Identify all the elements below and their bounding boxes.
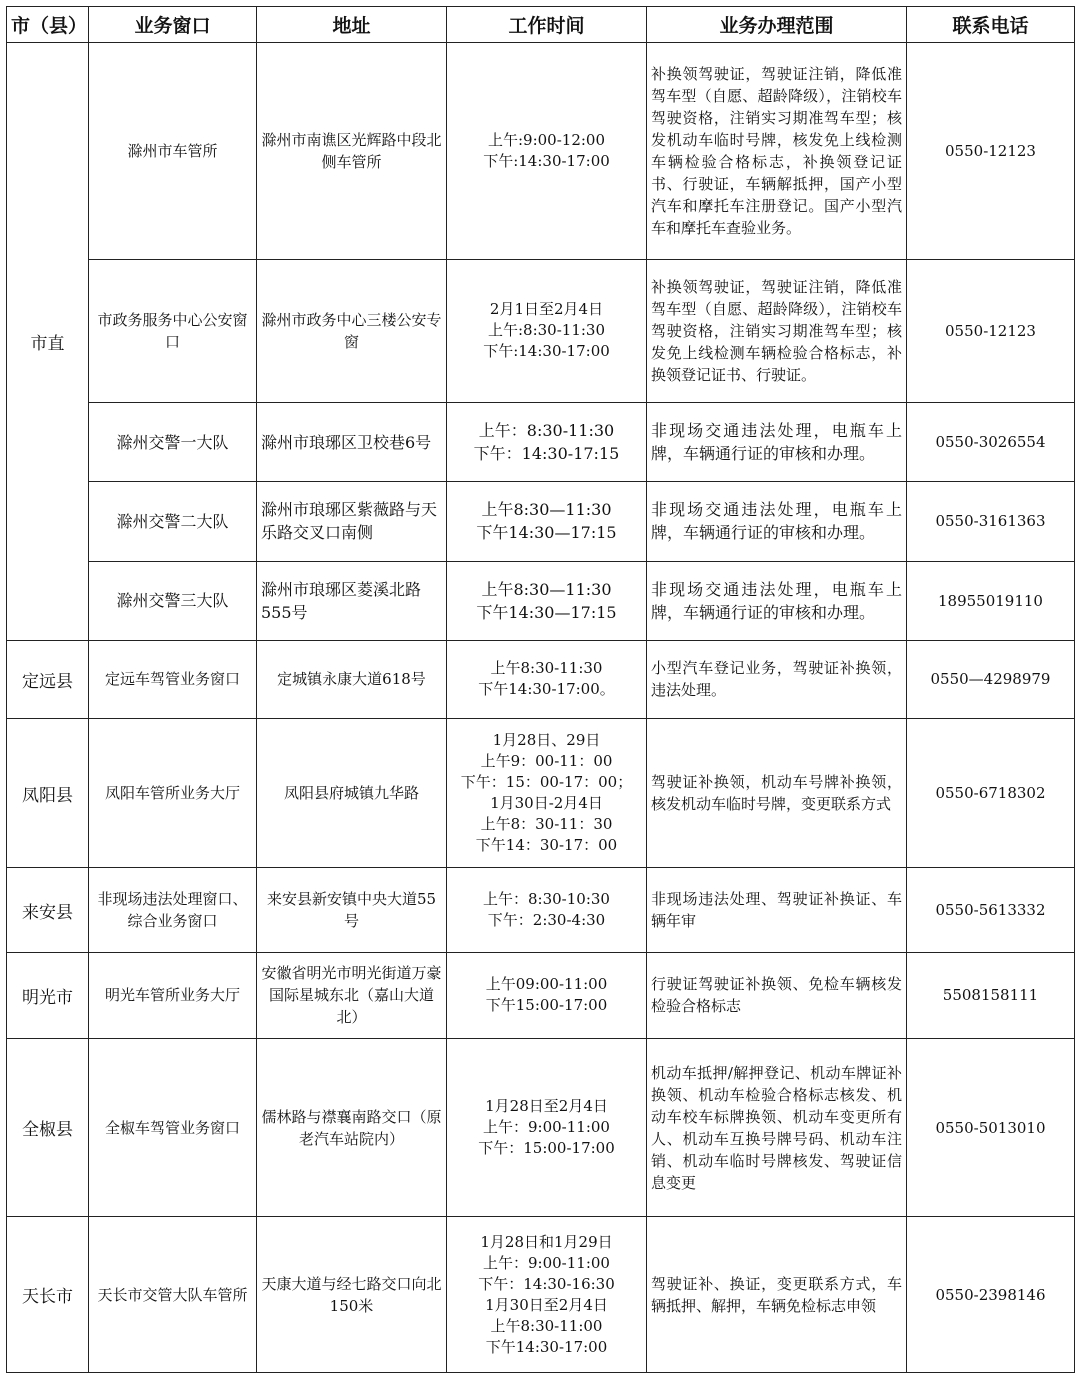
city-cell: 定远县 [7, 640, 89, 718]
scope-cell: 非现场交通违法处理，电瓶车上牌，车辆通行证的审核和办理。 [647, 482, 907, 561]
hours-cell: 上午8:30-11:30 下午14:30-17:00。 [447, 640, 647, 718]
window-cell: 滁州交警二大队 [89, 482, 257, 561]
hours-cell: 1月28日至2月4日 上午：9:00-11:00 下午：15:00-17:00 [447, 1038, 647, 1217]
city-cell: 市直 [7, 43, 89, 641]
window-cell: 全椒车驾管业务窗口 [89, 1038, 257, 1217]
hours-cell: 上午09:00-11:00 下午15:00-17:00 [447, 952, 647, 1038]
address-cell: 滁州市琅琊区紫薇路与天乐路交叉口南侧 [257, 482, 447, 561]
phone-cell: 0550-12123 [907, 259, 1075, 402]
window-cell: 天长市交管大队车管所 [89, 1217, 257, 1373]
hours-cell: 上午：8:30-11:30 下午：14:30-17:15 [447, 403, 647, 482]
table-row [7, 1038, 1075, 1217]
address-cell: 安徽省明光市明光街道万豪国际星城东北（嘉山大道北） [257, 952, 447, 1038]
table-row [7, 719, 1075, 868]
scope-cell: 非现场违法处理、驾驶证补换证、车辆年审 [647, 868, 907, 952]
scope-cell: 非现场交通违法处理，电瓶车上牌，车辆通行证的审核和办理。 [647, 403, 907, 482]
city-cell: 明光市 [7, 952, 89, 1038]
city-cell: 凤阳县 [7, 719, 89, 868]
address-cell: 天康大道与经七路交口向北150米 [257, 1217, 447, 1373]
header-window: 业务窗口 [89, 7, 257, 43]
phone-cell: 0550-3161363 [907, 482, 1075, 561]
scope-cell: 非现场交通违法处理，电瓶车上牌，车辆通行证的审核和办理。 [647, 561, 907, 640]
scope-cell: 驾驶证补、换证，变更联系方式，车辆抵押、解押，车辆免检标志申领 [647, 1217, 907, 1373]
address-cell: 滁州市政务中心三楼公安专窗 [257, 259, 447, 402]
table-row [7, 1217, 1075, 1373]
hours-cell: 上午:9:00-12:00 下午:14:30-17:00 [447, 43, 647, 260]
city-cell: 来安县 [7, 868, 89, 952]
hours-cell: 上午8:30—11:30 下午14:30—17:15 [447, 561, 647, 640]
scope-cell: 行驶证驾驶证补换领、免检车辆核发检验合格标志 [647, 952, 907, 1038]
table-row [7, 868, 1075, 952]
phone-cell: 0550-12123 [907, 43, 1075, 260]
address-cell: 定城镇永康大道618号 [257, 640, 447, 718]
phone-cell: 5508158111 [907, 952, 1075, 1038]
phone-cell: 0550-6718302 [907, 719, 1075, 868]
scope-cell: 机动车抵押/解押登记、机动车牌证补换领、机动车检验合格标志核发、机动车校车标牌换领、机动车变更所有人、机动车互换号牌号码、机动车注销、机动车临时号牌核发、驾驶证信息变更 [647, 1038, 907, 1217]
table-row [7, 640, 1075, 718]
header-scope: 业务办理范围 [647, 7, 907, 43]
header-phone: 联系电话 [907, 7, 1075, 43]
table-row [7, 952, 1075, 1038]
address-cell: 滁州市南谯区光辉路中段北侧车管所 [257, 43, 447, 260]
hours-cell: 上午：8:30-10:30 下午：2:30-4:30 [447, 868, 647, 952]
table-row [7, 561, 1075, 640]
window-cell: 滁州市车管所 [89, 43, 257, 260]
address-cell: 凤阳县府城镇九华路 [257, 719, 447, 868]
header-address: 地址 [257, 7, 447, 43]
table-row [7, 259, 1075, 402]
phone-cell: 0550-3026554 [907, 403, 1075, 482]
window-cell: 滁州交警一大队 [89, 403, 257, 482]
window-cell: 定远车驾管业务窗口 [89, 640, 257, 718]
window-cell: 滁州交警三大队 [89, 561, 257, 640]
city-cell: 全椒县 [7, 1038, 89, 1217]
window-cell: 市政务服务中心公安窗口 [89, 259, 257, 402]
hours-cell: 2月1日至2月4日 上午:8:30-11:30 下午:14:30-17:00 [447, 259, 647, 402]
phone-cell: 0550-5013010 [907, 1038, 1075, 1217]
phone-cell: 0550-2398146 [907, 1217, 1075, 1373]
city-cell: 天长市 [7, 1217, 89, 1373]
address-cell: 滁州市琅琊区卫校巷6号 [257, 403, 447, 482]
hours-cell: 上午8:30—11:30 下午14:30—17:15 [447, 482, 647, 561]
scope-cell: 补换领驾驶证，驾驶证注销，降低准驾车型（自愿、超龄降级），注销校车驾驶资格，注销实习期准驾车型；核发免上线检测车辆检验合格标志，补换领登记证书、行驶证。 [647, 259, 907, 402]
scope-cell: 补换领驾驶证，驾驶证注销，降低准驾车型（自愿、超龄降级），注销校车驾驶资格，注销实习期准驾车型；核发机动车临时号牌，核发免上线检测车辆检验合格标志，补换领登记证书、行驶证，车辆解抵押，国产小型汽车和摩托车注册登记。国产小型汽车和摩托车查验业务。 [647, 43, 907, 260]
table-row [7, 403, 1075, 482]
window-cell: 凤阳车管所业务大厅 [89, 719, 257, 868]
window-cell: 非现场违法处理窗口、综合业务窗口 [89, 868, 257, 952]
address-cell: 儒林路与襟襄南路交口（原老汽车站院内） [257, 1038, 447, 1217]
hours-cell: 1月28日、29日 上午9：00-11：00 下午：15：00-17：00； 1月30日-2月4日 上午8：30-11：30 下午14：30-17：00 [447, 719, 647, 868]
header-row [7, 7, 1075, 43]
header-hours: 工作时间 [447, 7, 647, 43]
hours-cell: 1月28日和1月29日 上午：9:00-11:00 下午：14:30-16:30 1月30日至2月4日 上午8:30-11:00 下午14:30-17:00 [447, 1217, 647, 1373]
table-row [7, 482, 1075, 561]
phone-cell: 0550-5613332 [907, 868, 1075, 952]
header-city: 市（县） [7, 7, 89, 43]
address-cell: 滁州市琅琊区菱溪北路555号 [257, 561, 447, 640]
scope-cell: 驾驶证补换领，机动车号牌补换领，核发机动车临时号牌，变更联系方式 [647, 719, 907, 868]
window-cell: 明光车管所业务大厅 [89, 952, 257, 1038]
scope-cell: 小型汽车登记业务，驾驶证补换领，违法处理。 [647, 640, 907, 718]
service-window-table [6, 6, 1075, 1373]
phone-cell: 0550—4298979 [907, 640, 1075, 718]
table-row [7, 43, 1075, 260]
address-cell: 来安县新安镇中央大道55号 [257, 868, 447, 952]
phone-cell: 18955019110 [907, 561, 1075, 640]
